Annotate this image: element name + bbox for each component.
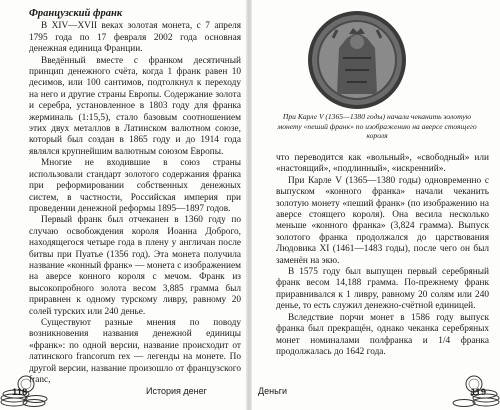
page-number: 118 — [12, 387, 28, 398]
paragraph: Существуют разные мнения по поводу возникновения названия денежной единицы «франк»: по одной версии, название происходит от латинского francorum rex — легенды на монете. По другой версии, название произошло от французского franc, — [29, 317, 241, 385]
left-text-column — [29, 8, 241, 386]
running-title: Деньги — [258, 386, 288, 396]
left-page — [0, 0, 246, 410]
coin-stack-decoration-icon — [0, 372, 70, 408]
section-heading: Французский франк — [29, 8, 123, 19]
page-number: 119 — [470, 387, 486, 398]
paragraph: Вследствие порчи монет в 1586 году выпуск франка был прекращён, однако чеканка серебряных монет номиналами полфранка и 1/4 франка продолжалась до 1642 года. — [276, 312, 489, 357]
paragraph: Первый франк был отчеканен в 1360 году по случаю освобождения короля Иоанна Доброго, находящегося четыре года в плену у англичан после битвы при Пуатье (1356 год). Эта монета получила название «конный франк» — монета с изображением на аверсе конного короля с мечом. Франк из высокопробного золота весом 3,885 грамма был приравнен к одному турскому ливру, равному 20 солей турских или 240 денье. — [29, 215, 241, 317]
paragraph: При Карле V (1365—1380 годы) одновременно с выпуском «конного франка» начали чеканить золотую монету «пеший франк» (по изображению на аверсе стоящего короля). Она весила несколько меньше «конного франка» (3,824 грамма). Выпуск золотого франка продолжался до царствования Людовика XI (1461—1483 годы), после чего он был заменён на экю. — [276, 175, 489, 266]
paragraph: В XIV—XVII веках золотая монета, с 7 апреля 1795 года по 17 февраля 2002 года основная денежная единица Франции. — [29, 21, 241, 55]
figure-caption: При Карле V (1365—1380 годы) начали чеканить золотую монету «пеший франк» по изображению на аверсе стоящего короля — [277, 112, 477, 141]
right-page — [252, 0, 500, 410]
right-text-column — [276, 153, 489, 358]
running-title: История денег — [146, 386, 207, 396]
gold-franc-coin-image — [277, 8, 437, 112]
paragraph: Введённый вместе с франком десятичный принцип денежного счёта, когда 1 франк равен 10 десимов, или 100 сантимов, подтолкнул к переходу на него и другие страны Европы. Содержание золота и серебра, установленное в 1803 году для франка жерминаль (1:15,5), стало базовым соотношением этих двух металлов в Латинском валютном союзе, который был создан в 1865 году и до 1914 года являлся крупнейшим валютным союзом Европы. — [29, 55, 241, 157]
paragraph: В 1575 году был выпущен первый серебряный франк весом 14,188 грамма. По-прежнему франк приравнивался к 1 ливру, равному 20 солям или 240 денье, то есть служил денежно-счётной единицей. — [276, 267, 489, 312]
paragraph: Многие не входившие в союз страны использовали стандарт золотого содержания франка при реформировании собственных денежных систем, в частности, Российская империя при проведении денежной реформы 1895—1897 годов. — [29, 158, 241, 214]
coin-stack-decoration-icon — [430, 372, 500, 408]
paragraph: что переводится как «вольный», «свободный» или «настоящий», «подлинный», «искренний». — [276, 153, 489, 175]
